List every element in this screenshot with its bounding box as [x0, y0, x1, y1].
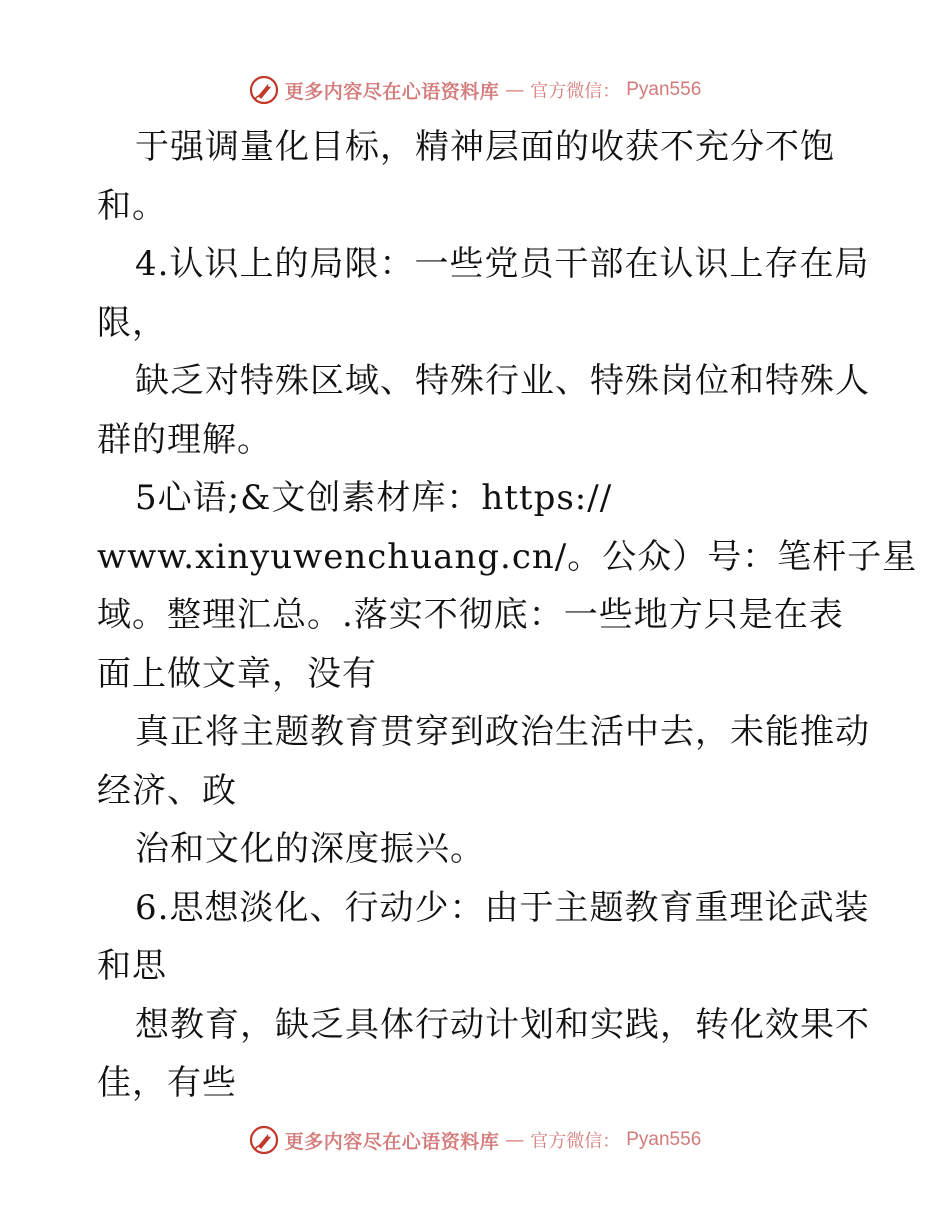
footer-wechat-label: 官方微信： — [530, 1131, 621, 1152]
header-brand-text: 更多内容尽在心语资料库 — [284, 80, 500, 103]
body-text-line: 佳，有些 — [97, 1063, 237, 1103]
body-text-line: 于强调量化目标，精神层面的收获不充分不饱 — [135, 127, 835, 167]
header-wechat-label: 官方微信： — [530, 81, 621, 102]
pen-nib-logo-icon — [249, 1125, 279, 1155]
body-text-line: 想教育，缺乏具体行动计划和实践，转化效果不 — [135, 1004, 870, 1045]
body-text-line: 和思 — [97, 946, 167, 986]
body-text-line: 群的理解。 — [97, 419, 272, 460]
footer-watermark-banner — [0, 1120, 950, 1160]
header-wechat-handle: Pyan556 — [626, 79, 702, 100]
header-watermark-banner — [0, 70, 950, 110]
body-text-line: www.xinyuwenchuang.cn/。公众）号：笔杆子星 — [97, 536, 918, 577]
body-text-line: 真正将主题教育贯穿到政治生活中去，未能推动 — [135, 712, 870, 752]
footer-brand-text: 更多内容尽在心语资料库 — [284, 1130, 500, 1153]
footer-wechat-handle: Pyan556 — [626, 1129, 702, 1150]
body-text-line: 限， — [97, 302, 167, 343]
body-text-line: 5心语;&文创素材库：https:// — [135, 478, 613, 518]
body-text-line: 缺乏对特殊区域、特殊行业、特殊岗位和特殊人 — [135, 361, 870, 401]
header-dash: — — [505, 79, 525, 101]
body-text-line: 域。整理汇总。.落实不彻底：一些地方只是在表 — [97, 595, 844, 635]
document-body — [97, 118, 918, 1113]
body-text-line: 经济、政 — [97, 770, 237, 811]
body-text-line: 6.思想淡化、行动少：由于主题教育重理论武装 — [135, 887, 870, 928]
body-text-line: 治和文化的深度振兴。 — [135, 829, 485, 869]
body-text-line: 和。 — [97, 185, 167, 226]
footer-dash: — — [505, 1129, 525, 1151]
body-text-line: 4.认识上的局限：一些党员干部在认识上存在局 — [135, 244, 870, 284]
pen-nib-logo-icon — [249, 75, 279, 105]
body-text-line: 面上做文章，没有 — [97, 653, 377, 694]
